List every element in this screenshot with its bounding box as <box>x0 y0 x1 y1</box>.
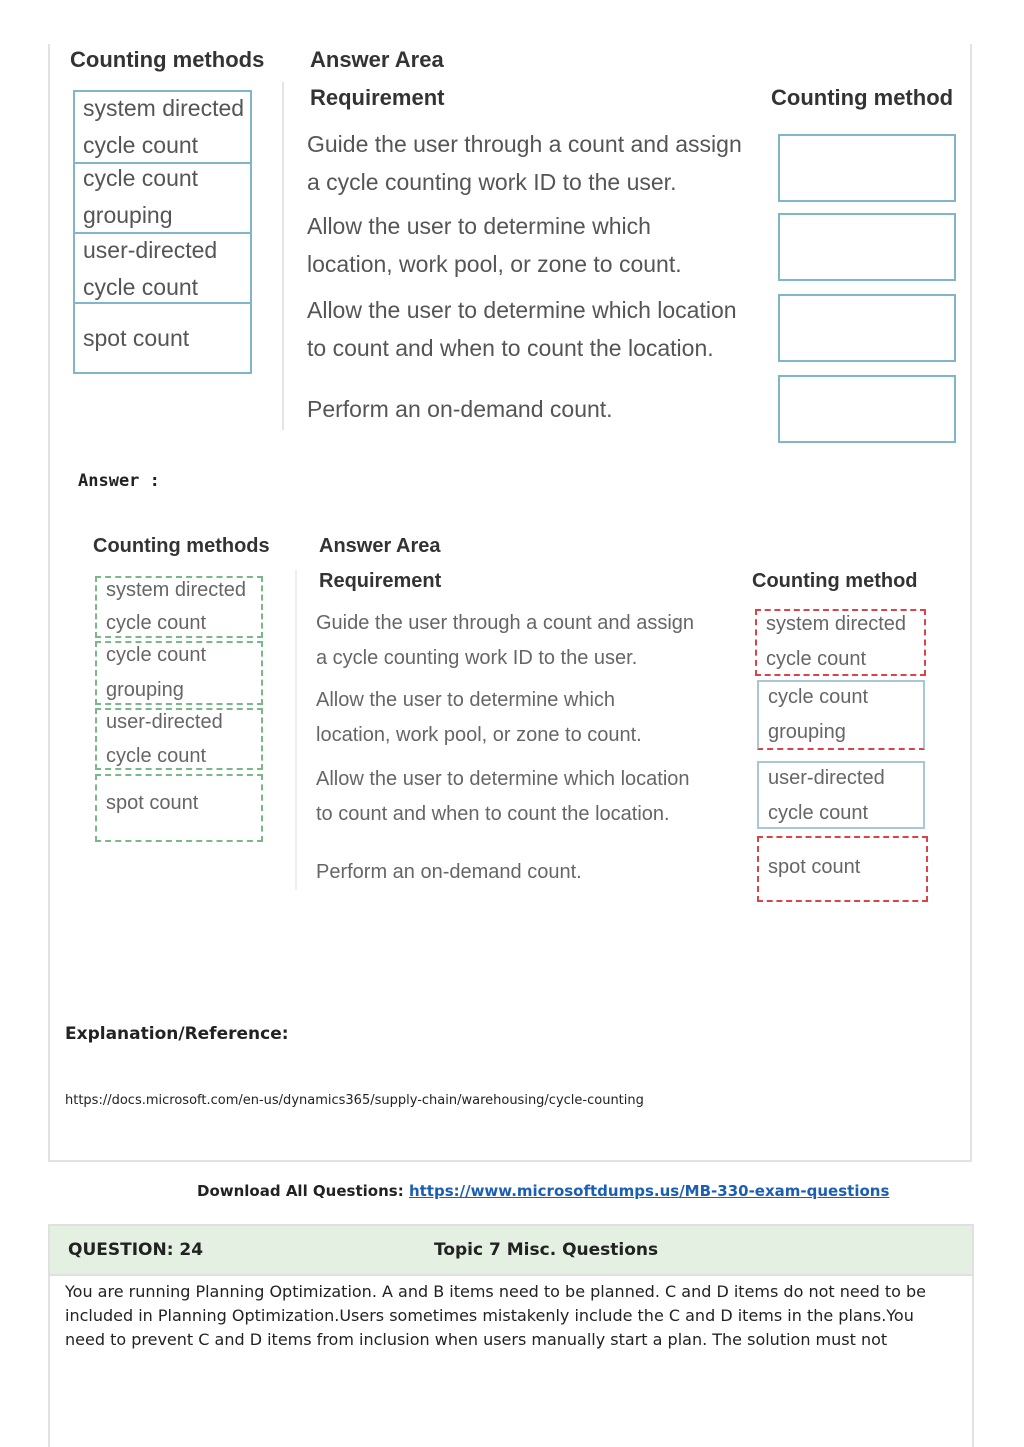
answer-selected-3-line2: cycle count <box>768 802 869 824</box>
answer-slot-4[interactable] <box>778 375 956 443</box>
question-header-bar <box>48 1224 974 1276</box>
answer-slot-1[interactable] <box>778 134 956 202</box>
answer-selected-slot-3 <box>757 761 925 829</box>
method-system-directed-line2[interactable]: cycle count <box>83 132 199 158</box>
requirement-4: Perform an on-demand count. <box>307 396 613 422</box>
answer-method-item <box>95 774 263 842</box>
methods-list <box>73 90 252 374</box>
answer-area-heading: Answer Area <box>310 47 444 72</box>
column-divider <box>282 82 284 430</box>
methods-divider <box>75 162 250 164</box>
counting-method-heading: Counting method <box>771 85 954 110</box>
requirement-3-line2: to count and when to count the location. <box>307 335 714 361</box>
requirement-heading: Requirement <box>310 85 445 110</box>
answer-requirement-2-line2: location, work pool, or zone to count. <box>316 724 642 746</box>
counting-methods-heading: Counting methods <box>70 47 265 72</box>
answer-selected-2-line1: cycle count <box>768 686 869 708</box>
answer-method-grouping-line1: cycle count <box>106 644 207 666</box>
answer-slot-3[interactable] <box>778 294 956 362</box>
answer-requirement-1-line2: a cycle counting work ID to the user. <box>316 647 638 669</box>
download-label: Download All Questions: <box>197 1182 404 1200</box>
requirement-2-line1: Allow the user to determine which <box>307 213 651 239</box>
answer-selected-1-line1: system directed <box>766 613 907 635</box>
question-text: You are running Planning Optimization. A and B items need to be planned. C and D items do not need to be included in Planning Optimization.Users sometimes mistakenly include the C and D items in the plans.You need to prevent C and D items from inclusion when users manually start a plan. The solution must not <box>65 1282 926 1349</box>
answer-method-item <box>95 641 263 705</box>
explanation-heading: Explanation/Reference: <box>65 1024 289 1044</box>
answer-selected-4-line1: spot count <box>768 856 861 878</box>
answer-requirement-3-line2: to count and when to count the location. <box>316 803 670 825</box>
answer-selected-slot-1 <box>755 609 926 676</box>
answer-requirement-3-line1: Allow the user to determine which location <box>316 768 690 790</box>
answer-requirement-1-line1: Guide the user through a count and assign <box>316 612 695 634</box>
method-cycle-count-grouping-line2[interactable]: grouping <box>83 202 173 228</box>
requirement-3-line1: Allow the user to determine which location <box>307 297 737 323</box>
method-system-directed-line1[interactable]: system directed <box>83 95 245 121</box>
answer-method-system-directed-line1: system directed <box>106 579 247 601</box>
requirement-1-line2: a cycle counting work ID to the user. <box>307 169 677 195</box>
method-cycle-count-grouping-line1[interactable]: cycle count <box>83 165 199 191</box>
answer-selected-3-line1: user-directed <box>768 767 885 789</box>
answer-method-spot-count: spot count <box>106 792 199 814</box>
answer-selected-slot-4 <box>757 836 928 902</box>
download-link[interactable]: https://www.microsoftdumps.us/MB-330-exam-questions <box>408 1182 890 1200</box>
answer-requirement-heading: Requirement <box>319 570 442 592</box>
requirement-2-line2: location, work pool, or zone to count. <box>307 251 682 277</box>
answer-method-system-directed-line2: cycle count <box>106 612 207 634</box>
methods-divider <box>75 302 250 304</box>
method-spot-count[interactable]: spot count <box>83 325 190 351</box>
question-number: QUESTION: 24 <box>68 1240 204 1260</box>
methods-divider <box>75 232 250 234</box>
answer-method-item <box>95 708 263 770</box>
answer-requirement-2-line1: Allow the user to determine which <box>316 689 616 711</box>
question-topic: Topic 7 Misc. Questions <box>434 1240 659 1260</box>
answer-answer-area-heading: Answer Area <box>319 535 441 557</box>
method-user-directed-line1[interactable]: user-directed <box>83 237 218 263</box>
answer-method-item <box>95 576 263 638</box>
answer-slot-2[interactable] <box>778 213 956 281</box>
requirement-1-line1: Guide the user through a count and assign <box>307 131 742 157</box>
answer-selected-2-line2: grouping <box>768 721 846 743</box>
reference-url[interactable]: https://docs.microsoft.com/en-us/dynamics365/supply-chain/warehousing/cycle-counting <box>65 1093 644 1108</box>
answer-requirement-4: Perform an on-demand count. <box>316 861 582 883</box>
answer-column-divider <box>295 570 297 890</box>
answer-counting-method-heading: Counting method <box>752 570 918 592</box>
answer-selected-1-line2: cycle count <box>766 648 867 670</box>
method-user-directed-line2[interactable]: cycle count <box>83 274 199 300</box>
answer-selected-slot-2 <box>757 680 925 750</box>
answer-method-user-directed-line2: cycle count <box>106 745 207 767</box>
answer-counting-methods-heading: Counting methods <box>93 535 270 557</box>
answer-method-user-directed-line1: user-directed <box>106 711 223 733</box>
answer-method-grouping-line2: grouping <box>106 679 184 701</box>
download-line <box>197 1182 889 1200</box>
answer-label: Answer : <box>78 471 160 491</box>
